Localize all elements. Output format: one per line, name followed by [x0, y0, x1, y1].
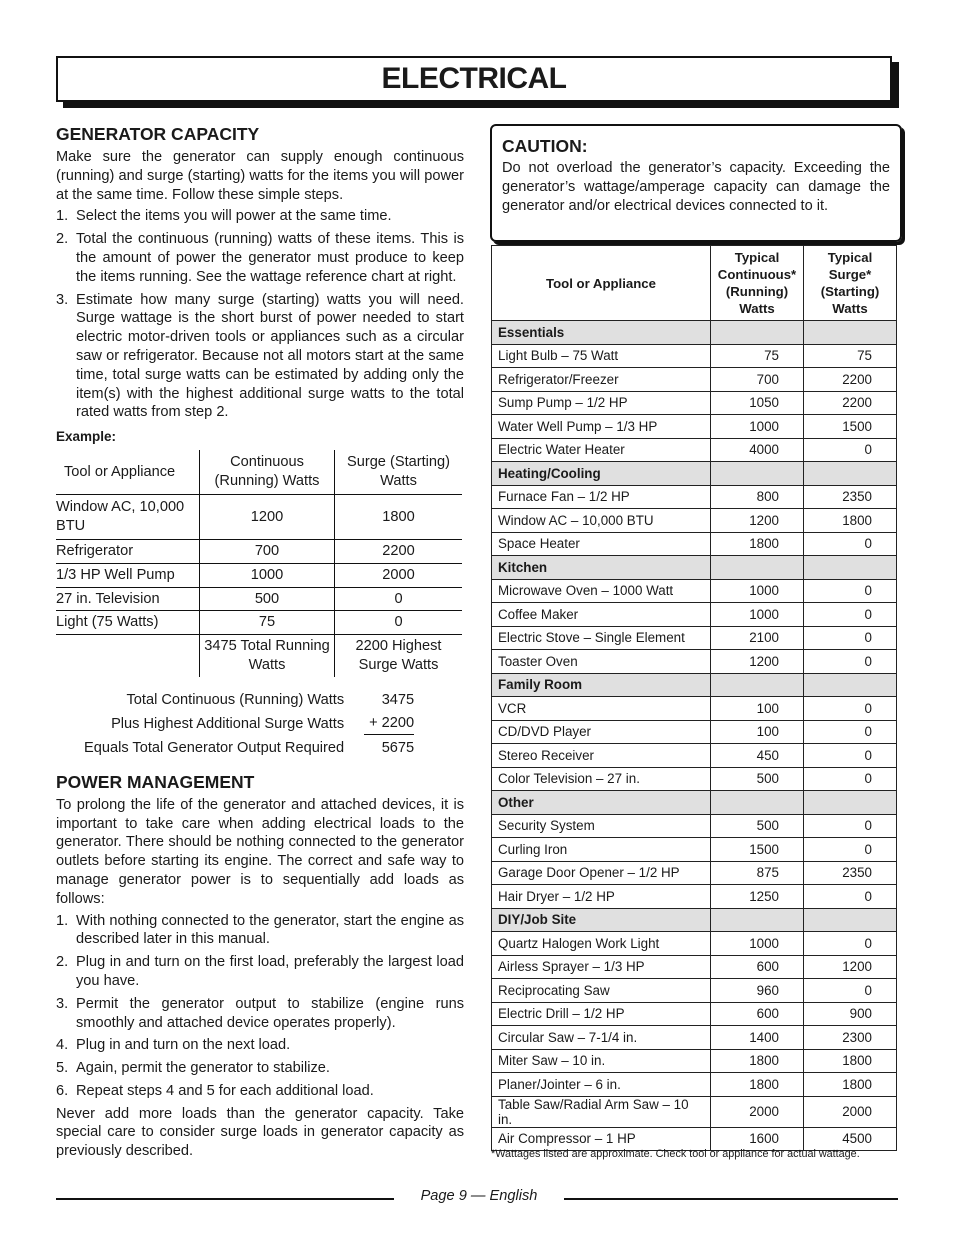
appliance-name: VCR [492, 697, 711, 721]
running-watts: 500 [711, 767, 804, 791]
example-row [56, 587, 462, 611]
page-title: ELECTRICAL [381, 62, 567, 95]
appliance-name: Reciprocating Saw [492, 979, 711, 1003]
wattage-row [492, 1096, 897, 1127]
surge-watts: 1200 [804, 955, 897, 979]
appliance-name: Airless Sprayer – 1/3 HP [492, 955, 711, 979]
wattage-row [492, 415, 897, 439]
surge-watts: 0 [804, 767, 897, 791]
wattage-row [492, 485, 897, 509]
wattage-row [492, 532, 897, 556]
caution-box [490, 124, 902, 242]
example-header-cell: Surge (Starting) Watts [335, 450, 463, 495]
running-watts: 1600 [711, 1127, 804, 1151]
surge-watts: 0 [804, 885, 897, 909]
wattage-header-row [492, 246, 897, 321]
wattage-row [492, 1127, 897, 1151]
footer-rule-right [564, 1198, 898, 1200]
running-watts: 700 [711, 368, 804, 392]
wattage-category-row [492, 556, 897, 580]
wattage-row [492, 955, 897, 979]
example-cell: 2000 [335, 563, 463, 587]
category-empty-cell [711, 908, 804, 932]
wattage-footnote: *Wattages listed are approximate. Check tool or appliance for actual wattage. [491, 1148, 860, 1160]
wattage-row [492, 509, 897, 533]
power-management-intro: To prolong the life of the generator and attached devices, it is important to take care when adding electrical loads to the generator. There should be nothing connected to the generator outlets before starting its engine. The correct and safe way to manage generator power is to sequentially add loads as follows: [56, 796, 464, 907]
wattage-row [492, 1026, 897, 1050]
example-cell: 2200 [335, 539, 463, 563]
step-item: 6. Repeat steps 4 and 5 for each additional load. [56, 1082, 374, 1099]
appliance-name: Circular Saw – 7-1/4 in. [492, 1026, 711, 1050]
surge-watts: 2300 [804, 1026, 897, 1050]
example-cell: Light (75 Watts) [56, 611, 200, 635]
example-cell: 75 [200, 611, 335, 635]
running-watts: 1800 [711, 1049, 804, 1073]
category-label: Family Room [492, 673, 711, 697]
example-cell: 1000 [200, 563, 335, 587]
surge-watts: 900 [804, 1002, 897, 1026]
example-cell: 1200 [200, 494, 335, 539]
wattage-row [492, 932, 897, 956]
wattage-row [492, 861, 897, 885]
step-item: 1. With nothing connected to the generator, start the engine as described later in this manual. [56, 912, 464, 948]
category-empty-cell [804, 791, 897, 815]
running-watts: 1000 [711, 932, 804, 956]
category-label: Heating/Cooling [492, 462, 711, 486]
surge-watts: 0 [804, 979, 897, 1003]
example-row [56, 611, 462, 635]
generator-capacity-intro: Make sure the generator can supply enough continuous (running) and surge (starting) watts for the items you will power at the same time. Follow these simple steps. [56, 149, 464, 203]
running-watts: 1200 [711, 509, 804, 533]
appliance-name: Stereo Receiver [492, 744, 711, 768]
running-watts: 1000 [711, 579, 804, 603]
category-empty-cell [804, 908, 897, 932]
surge-watts: 0 [804, 532, 897, 556]
running-watts: 1500 [711, 838, 804, 862]
running-watts: 500 [711, 814, 804, 838]
wattage-row [492, 368, 897, 392]
summary-table [84, 689, 442, 760]
appliance-name: Window AC – 10,000 BTU [492, 509, 711, 533]
example-cell: 27 in. Television [56, 587, 200, 611]
example-cell: Refrigerator [56, 539, 200, 563]
surge-watts: 0 [804, 650, 897, 674]
example-total-running: 3475 Total Running Watts [200, 635, 335, 677]
running-watts: 960 [711, 979, 804, 1003]
example-row [56, 539, 462, 563]
step-item: 4. Plug in and turn on the next load. [56, 1037, 291, 1054]
appliance-name: Table Saw/Radial Arm Saw – 10 in. [492, 1096, 711, 1127]
appliance-name: Microwave Oven – 1000 Watt [492, 579, 711, 603]
surge-watts: 0 [804, 579, 897, 603]
wattage-header-cell: Typical Surge* (Starting) Watts [804, 246, 897, 321]
appliance-name: Electric Stove – Single Element [492, 626, 711, 650]
running-watts: 600 [711, 955, 804, 979]
surge-watts: 1800 [804, 1073, 897, 1097]
surge-watts: 2200 [804, 391, 897, 415]
running-watts: 4000 [711, 438, 804, 462]
running-watts: 75 [711, 344, 804, 368]
summary-label: Plus Highest Additional Surge Watts [111, 715, 345, 732]
appliance-name: Garage Door Opener – 1/2 HP [492, 861, 711, 885]
generator-capacity-steps [56, 207, 464, 422]
example-cell: 1/3 HP Well Pump [56, 563, 200, 587]
appliance-name: Miter Saw – 10 in. [492, 1049, 711, 1073]
surge-watts: 75 [804, 344, 897, 368]
running-watts: 800 [711, 485, 804, 509]
surge-watts: 2350 [804, 485, 897, 509]
running-watts: 1200 [711, 650, 804, 674]
running-watts: 1800 [711, 532, 804, 556]
surge-watts: 2000 [804, 1096, 897, 1127]
example-label: Example: [56, 429, 117, 445]
category-label: Other [492, 791, 711, 815]
wattage-row [492, 650, 897, 674]
appliance-name: Curling Iron [492, 838, 711, 862]
appliance-name: Planer/Jointer – 6 in. [492, 1073, 711, 1097]
category-empty-cell [804, 556, 897, 580]
wattage-row [492, 1049, 897, 1073]
wattage-header-cell: Tool or Appliance [492, 246, 711, 321]
surge-watts: 0 [804, 626, 897, 650]
wattage-reference-table [491, 245, 897, 1151]
summary-row [84, 737, 442, 760]
category-empty-cell [711, 791, 804, 815]
surge-watts: 0 [804, 720, 897, 744]
example-cell [56, 635, 200, 677]
wattage-category-row [492, 673, 897, 697]
example-row [56, 494, 462, 539]
wattage-row [492, 391, 897, 415]
wattage-row [492, 1002, 897, 1026]
page-title-box [56, 56, 892, 102]
running-watts: 1250 [711, 885, 804, 909]
wattage-row [492, 438, 897, 462]
example-cell: 700 [200, 539, 335, 563]
generator-capacity-heading: GENERATOR CAPACITY [56, 124, 260, 144]
example-cell: 500 [200, 587, 335, 611]
summary-row [84, 712, 442, 737]
summary-value: + 2200 [364, 714, 414, 735]
step-item: 2. Total the continuous (running) watts of these items. This is the amount of power the generator must produce to keep the items running. See the wattage reference chart at right. [56, 231, 464, 285]
step-item: 1. Select the items you will power at the same time. [56, 208, 392, 225]
step-item: 3. Estimate how many surge (starting) watts you will need. Surge wattage is the short burst of power needed to start electric motor-driven tools or appliances such as a circular saw or refrigerator. Because not all motors start at the same time, total surge watts can be estimated by adding only the item(s) with the highest additional surge watts to the total rated watts from step 2. [56, 291, 464, 421]
appliance-name: Furnace Fan – 1/2 HP [492, 485, 711, 509]
category-label: Kitchen [492, 556, 711, 580]
wattage-category-row [492, 791, 897, 815]
surge-watts: 4500 [804, 1127, 897, 1151]
left-column [56, 124, 464, 1161]
running-watts: 600 [711, 1002, 804, 1026]
category-empty-cell [804, 321, 897, 345]
surge-watts: 0 [804, 932, 897, 956]
example-highest-surge: 2200 Highest Surge Watts [355, 638, 442, 673]
category-label: DIY/Job Site [492, 908, 711, 932]
example-cell: 0 [335, 611, 463, 635]
wattage-category-row [492, 321, 897, 345]
appliance-name: Hair Dryer – 1/2 HP [492, 885, 711, 909]
page-footer: Page 9 — English [420, 1188, 538, 1204]
example-row [56, 563, 462, 587]
wattage-row [492, 885, 897, 909]
wattage-row [492, 767, 897, 791]
power-management-outro: Never add more loads than the generator capacity. Take special care to consider surge loads in generator capacity as previously described. [56, 1105, 464, 1160]
wattage-row [492, 838, 897, 862]
appliance-name: Coffee Maker [492, 603, 711, 627]
surge-watts: 0 [804, 438, 897, 462]
appliance-name: Security System [492, 814, 711, 838]
category-empty-cell [711, 556, 804, 580]
appliance-name: Electric Drill – 1/2 HP [492, 1002, 711, 1026]
category-label: Essentials [492, 321, 711, 345]
summary-row [84, 689, 442, 712]
surge-watts: 2350 [804, 861, 897, 885]
category-empty-cell [804, 673, 897, 697]
appliance-name: Air Compressor – 1 HP [492, 1127, 711, 1151]
running-watts: 1000 [711, 415, 804, 439]
appliance-name: Color Television – 27 in. [492, 767, 711, 791]
example-cell: 1800 [335, 494, 463, 539]
running-watts: 1050 [711, 391, 804, 415]
example-cell: Window AC, 10,000 BTU [56, 494, 200, 539]
surge-watts: 0 [804, 838, 897, 862]
summary-value-cell [362, 712, 442, 737]
category-empty-cell [711, 321, 804, 345]
wattage-category-row [492, 908, 897, 932]
wattage-row [492, 579, 897, 603]
surge-watts: 0 [804, 814, 897, 838]
running-watts: 450 [711, 744, 804, 768]
example-table [56, 450, 462, 677]
category-empty-cell [711, 462, 804, 486]
running-watts: 1800 [711, 1073, 804, 1097]
running-watts: 100 [711, 720, 804, 744]
wattage-row [492, 697, 897, 721]
wattage-row [492, 603, 897, 627]
running-watts: 100 [711, 697, 804, 721]
example-header-cell: Continuous (Running) Watts [200, 450, 335, 495]
surge-watts: 2200 [804, 368, 897, 392]
example-header-row [56, 450, 462, 495]
step-item: 2. Plug in and turn on the first load, preferably the largest load you have. [56, 954, 464, 989]
surge-watts: 1800 [804, 509, 897, 533]
summary-value: 5675 [381, 739, 415, 756]
running-watts: 2100 [711, 626, 804, 650]
wattage-row [492, 344, 897, 368]
power-management-section [56, 772, 464, 1161]
wattage-row [492, 744, 897, 768]
summary-label: Total Continuous (Running) Watts [126, 691, 345, 708]
wattage-row [492, 720, 897, 744]
power-management-heading: POWER MANAGEMENT [56, 771, 255, 792]
appliance-name: Water Well Pump – 1/3 HP [492, 415, 711, 439]
wattage-row [492, 626, 897, 650]
appliance-name: Sump Pump – 1/2 HP [492, 391, 711, 415]
caution-text: Do not overload the generator’s capacity. Exceeding the generator’s wattage/amperage capacity can damage the generator and/or electrical devices connected to it. [502, 160, 890, 214]
surge-watts: 0 [804, 697, 897, 721]
appliance-name: CD/DVD Player [492, 720, 711, 744]
surge-watts: 1800 [804, 1049, 897, 1073]
running-watts: 2000 [711, 1096, 804, 1127]
appliance-name: Quartz Halogen Work Light [492, 932, 711, 956]
step-item: 3. Permit the generator output to stabilize (engine runs smoothly and attached device operates properly). [56, 995, 464, 1031]
category-empty-cell [804, 462, 897, 486]
surge-watts: 1500 [804, 415, 897, 439]
wattage-row [492, 814, 897, 838]
example-header-cell: Tool or Appliance [56, 450, 200, 495]
summary-value: 3475 [381, 691, 415, 708]
running-watts: 1000 [711, 603, 804, 627]
appliance-name: Light Bulb – 75 Watt [492, 344, 711, 368]
footer-rule-left [56, 1198, 394, 1200]
wattage-header-cell: Typical Continuous* (Running) Watts [711, 246, 804, 321]
surge-watts: 0 [804, 603, 897, 627]
appliance-name: Electric Water Heater [492, 438, 711, 462]
caution-heading: CAUTION: [502, 136, 588, 156]
appliance-name: Toaster Oven [492, 650, 711, 674]
appliance-name: Refrigerator/Freezer [492, 368, 711, 392]
wattage-row [492, 979, 897, 1003]
surge-watts: 0 [804, 744, 897, 768]
power-management-steps [56, 912, 464, 1101]
wattage-category-row [492, 462, 897, 486]
example-cell: 0 [335, 587, 463, 611]
wattage-row [492, 1073, 897, 1097]
example-totals-row [56, 635, 462, 677]
running-watts: 875 [711, 861, 804, 885]
step-item: 5. Again, permit the generator to stabilize. [56, 1060, 330, 1077]
summary-label: Equals Total Generator Output Required [84, 739, 345, 756]
running-watts: 1400 [711, 1026, 804, 1050]
category-empty-cell [711, 673, 804, 697]
appliance-name: Space Heater [492, 532, 711, 556]
